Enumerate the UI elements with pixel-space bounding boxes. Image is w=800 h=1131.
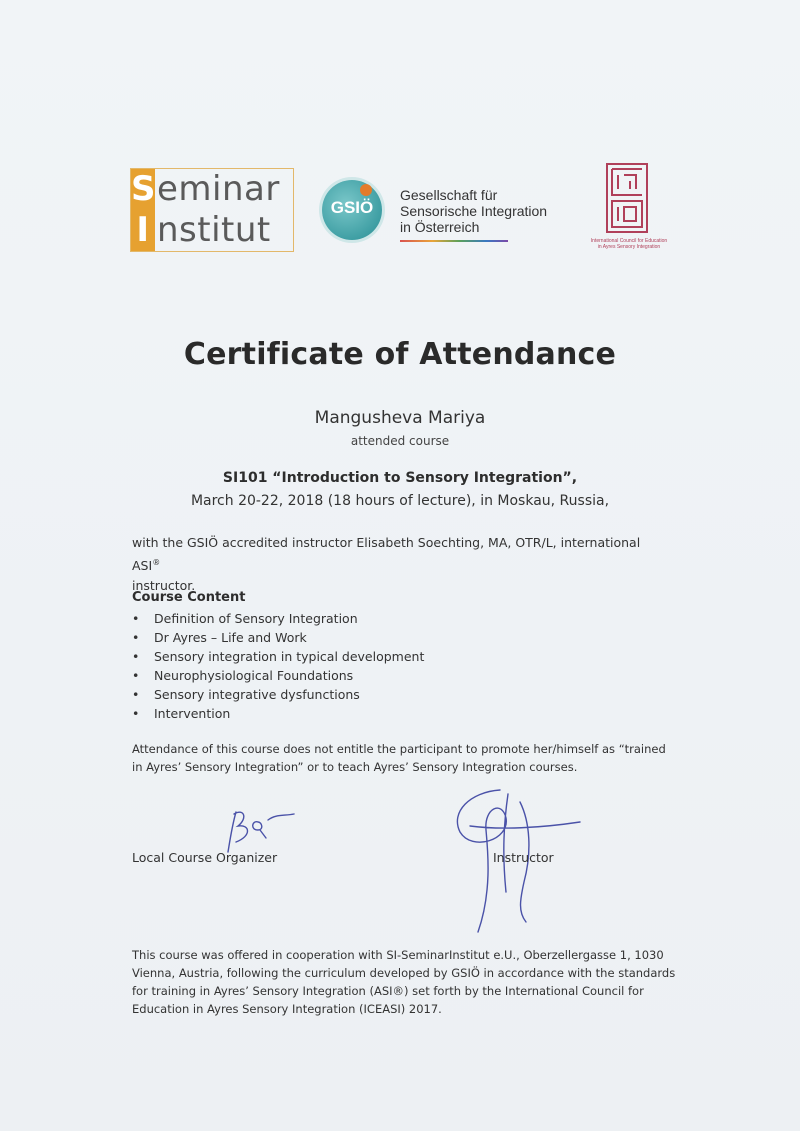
list-item: • Neurophysiological Foundations: [132, 668, 354, 683]
participant-name: Mangusheva Mariya: [314, 408, 486, 428]
list-item: • Dr Ayres – Life and Work: [132, 630, 307, 645]
iceasi-caption: International Council for Education in Ayres Sensory Integration: [590, 238, 668, 250]
logo-line-1: Seminar: [131, 169, 280, 209]
bullet-icon: •: [132, 611, 140, 626]
ladybug-icon: [360, 184, 372, 196]
disclaimer-text: Attendance of this course does not entitle the participant to promote her/himself as “trained in Ayres’ Sensory Integration” or to teach Ayres’ Sensory Integration courses.: [132, 742, 666, 774]
attended-text: attended course: [350, 434, 450, 448]
course-content-heading: Course Content: [132, 590, 246, 605]
gsio-color-rule: [400, 240, 508, 242]
seminar-institut-logo: [130, 168, 294, 252]
instructor-label: Instructor: [493, 850, 554, 865]
list-item: • Definition of Sensory Integration: [132, 611, 358, 626]
course-title: SI101 “Introduction to Sensory Integration”,: [222, 470, 578, 486]
bullet-icon: •: [132, 687, 140, 702]
list-item: • Intervention: [132, 706, 231, 721]
logo-line-2: I nstitut: [131, 210, 271, 251]
gsio-organization-name: Gesellschaft für Sensorische Integration in Österreich: [400, 187, 548, 235]
bullet-icon: •: [132, 706, 140, 721]
instructor-statement: with the GSIÖ accredited instructor Elisabeth Soechting, MA, OTR/L, international ASI® instructor.: [132, 535, 641, 594]
organizer-label: Local Course Organizer: [132, 850, 278, 865]
iceasi-logo: [606, 163, 648, 233]
course-dates: March 20-22, 2018 (18 hours of lecture), in Moskau, Russia,: [190, 493, 610, 509]
certificate-title: Certificate of Attendance: [183, 337, 617, 372]
list-item: • Sensory integrative dysfunctions: [132, 687, 360, 702]
bullet-icon: •: [132, 630, 140, 645]
gsio-logo: GSIÖ: [322, 180, 382, 240]
course-content-list: [132, 609, 424, 723]
bullet-icon: •: [132, 649, 140, 664]
bullet-icon: •: [132, 668, 140, 683]
footer-text: This course was offered in cooperation with SI-SeminarInstitut e.U., Oberzellergasse 1, 1030 Vienna, Austria, following the curriculum developed by GSIÖ in accordance with the standards for training in Ayres’ Sensory Integration (ASI®) set forth by the International Council for Education in Ayres Sensory Integration (ICEASI) 2017.: [132, 948, 676, 1016]
list-item: • Sensory integration in typical development: [132, 649, 425, 664]
